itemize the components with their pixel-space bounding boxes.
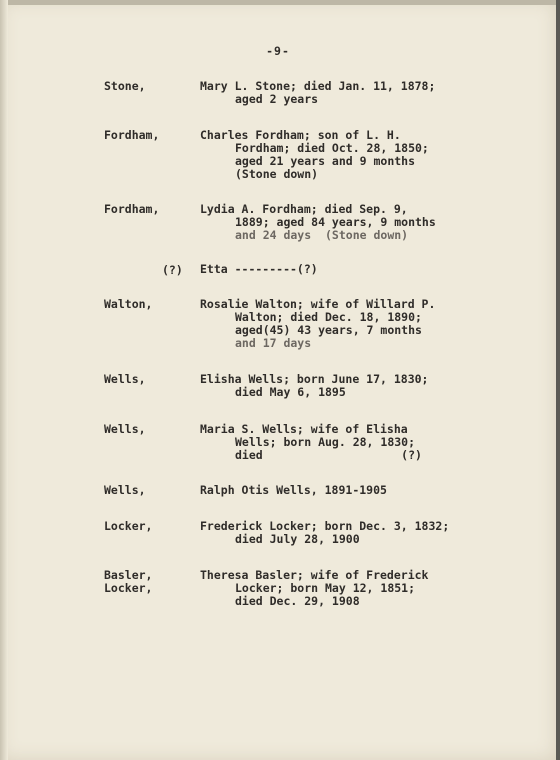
entry-detail-line: aged 2 years — [235, 92, 319, 106]
entry-surname: Stone, — [104, 79, 146, 93]
entry-detail-line: Ralph Otis Wells, 1891-1905 — [200, 483, 387, 497]
entry-detail — [200, 373, 470, 399]
entry-surname: Fordham, — [104, 202, 160, 216]
entry-detail-line: died May 6, 1895 — [235, 385, 346, 399]
entry-detail-line: and 24 days (Stone down) — [235, 228, 409, 242]
entry-surname: Locker, — [104, 519, 153, 533]
entry-surname: Fordham, — [104, 128, 160, 142]
entry-detail — [200, 203, 470, 242]
entry-detail-line: and 17 days — [235, 336, 312, 350]
entry-detail-line: Etta ---------(?) — [200, 262, 318, 276]
entry-detail-line: Maria S. Wells; wife of Elisha — [200, 422, 408, 436]
entry-detail-line: Locker; born May 12, 1851; — [235, 581, 416, 595]
page-left-edge — [0, 0, 8, 760]
entry-detail-line: (Stone down) — [235, 167, 319, 181]
entry-detail-line: aged 21 years and 9 months — [235, 154, 416, 168]
entry-surname: Basler, Locker, — [104, 568, 153, 595]
entry-surname: Wells, — [104, 483, 146, 497]
page-top-edge — [0, 0, 556, 5]
entry-surname: Wells, — [104, 372, 146, 386]
entry-detail — [200, 80, 470, 106]
entry-surname: Walton, — [104, 297, 153, 311]
entry-detail — [200, 129, 470, 181]
entry-detail-line: Wells; born Aug. 28, 1830; — [235, 435, 416, 449]
entry-detail-line: Walton; died Dec. 18, 1890; — [235, 310, 422, 324]
page-number: -9- — [266, 44, 290, 58]
entry-detail — [200, 569, 470, 608]
entry-detail — [200, 484, 470, 497]
entry-detail-line: 1889; aged 84 years, 9 months — [235, 215, 436, 229]
entry-detail-line: Mary L. Stone; died Jan. 11, 1878; — [200, 79, 436, 93]
entry-detail-line: Lydia A. Fordham; died Sep. 9, — [200, 202, 408, 216]
entry-detail — [200, 423, 470, 462]
entry-detail-line: Theresa Basler; wife of Frederick — [200, 568, 429, 582]
entry-detail-line: Charles Fordham; son of L. H. — [200, 128, 401, 142]
uncertain-surname-mark: (?) — [162, 263, 183, 277]
entry-detail — [200, 263, 470, 276]
entry-detail — [200, 298, 470, 350]
entry-detail-line: Elisha Wells; born June 17, 1830; — [200, 372, 429, 386]
entry-detail-line: died (?) — [235, 448, 422, 462]
entry-detail-line: aged(45) 43 years, 7 months — [235, 323, 422, 337]
entry-detail-line: died Dec. 29, 1908 — [235, 594, 360, 608]
entry-detail-line: Frederick Locker; born Dec. 3, 1832; — [200, 519, 450, 533]
entry-detail-line: Rosalie Walton; wife of Willard P. — [200, 297, 436, 311]
entry-detail-line: Fordham; died Oct. 28, 1850; — [235, 141, 429, 155]
entry-surname: Wells, — [104, 422, 146, 436]
entry-detail-line: died July 28, 1900 — [235, 532, 360, 546]
entry-detail — [200, 520, 470, 546]
